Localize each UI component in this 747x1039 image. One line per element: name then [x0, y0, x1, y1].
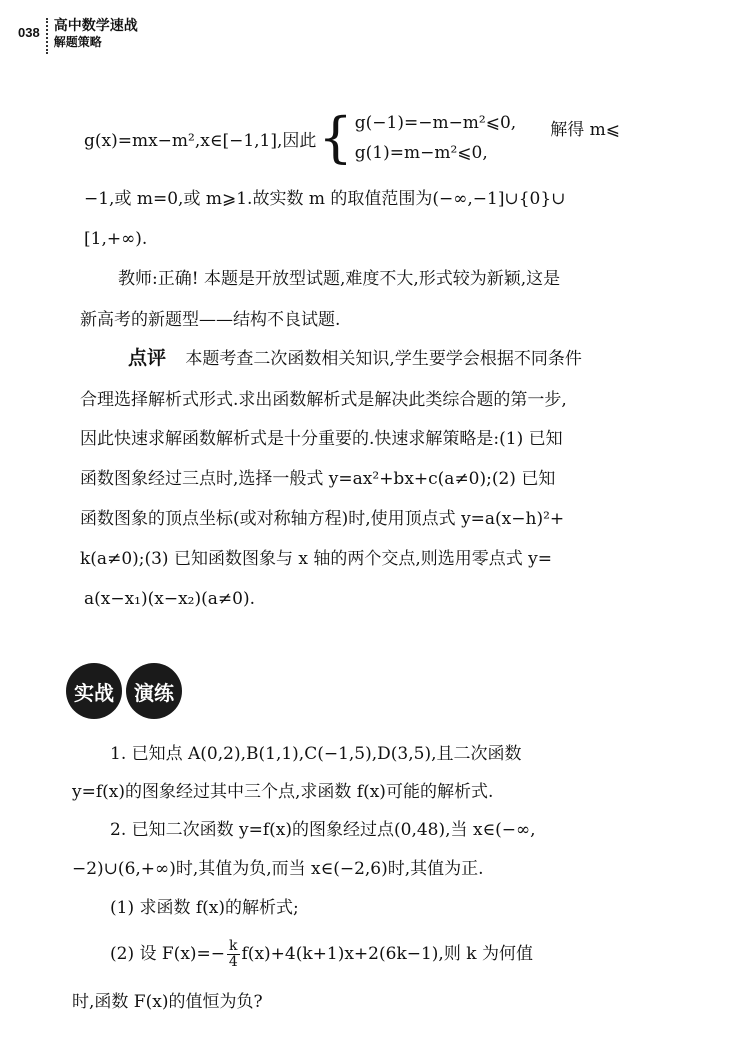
system-eq-1: g(−1)=−m−m²⩽0, — [354, 113, 517, 133]
left-brace-icon: { — [318, 106, 353, 169]
problem-2-question-2 — [110, 937, 533, 971]
series-title: 高中数学速战 — [53, 17, 138, 33]
comment-text-1: 本题考查二次函数相关知识,学生要学会根据不同条件 — [185, 349, 582, 369]
solution-line-3: [1,+∞). — [84, 229, 148, 249]
comment-line-5: 函数图象的顶点坐标(或对称轴方程)时,使用顶点式 y=a(x−h)²+ — [80, 509, 565, 529]
header-titles — [54, 16, 138, 50]
practice-badge — [66, 663, 186, 719]
solution-line-2: −1,或 m=0,或 m⩾1.故实数 m 的取值范围为(−∞,−1]∪{0}∪ — [84, 189, 566, 209]
page-header — [18, 16, 138, 54]
system-lead: g(x)=mx−m²,x∈[−1,1],因此 — [84, 130, 317, 151]
system-eq-2: g(1)=m−m²⩽0, — [354, 143, 488, 163]
comment-line-6: k(a≠0);(3) 已知函数图象与 x 轴的两个交点,则选用零点式 y= — [80, 549, 553, 569]
badge-practice-2: 演练 — [126, 663, 182, 719]
teacher-line-1: 教师:正确! 本题是开放型试题,难度不大,形式较为新颖,这是 — [118, 269, 561, 289]
problem-1-line-1: 1. 已知点 A(0,2),B(1,1),C(−1,5),D(3,5),且二次函数 — [110, 744, 522, 764]
q2-prefix: (2) 设 F(x)=− — [110, 944, 226, 964]
problem-2-line-2: −2)∪(6,+∞)时,其值为负,而当 x∈(−2,6)时,其值为正. — [72, 859, 484, 879]
page-number: 038 — [18, 25, 40, 40]
equation-system — [355, 108, 516, 168]
problem-2-question-1: (1) 求函数 f(x)的解析式; — [110, 898, 299, 918]
problem-2-question-2-line-2: 时,函数 F(x)的值恒为负? — [72, 992, 263, 1012]
system-tail: 解得 m⩽ — [550, 119, 620, 140]
comment-line-1 — [128, 347, 582, 371]
teacher-line-2: 新高考的新题型——结构不良试题. — [80, 310, 341, 330]
fraction-denominator: 4 — [228, 954, 238, 970]
comment-label: 点评 — [128, 348, 167, 369]
q2-suffix: f(x)+4(k+1)x+2(6k−1),则 k 为何值 — [241, 944, 533, 964]
badge-practice-1: 实战 — [66, 663, 122, 719]
equation-system-row — [84, 108, 620, 168]
fraction-numerator: k — [229, 938, 238, 954]
problem-1-line-2: y=f(x)的图象经过其中三个点,求函数 f(x)可能的解析式. — [72, 782, 494, 802]
fraction-k-over-4 — [227, 939, 239, 970]
header-divider — [46, 18, 48, 54]
comment-line-7: a(x−x₁)(x−x₂)(a≠0). — [84, 589, 255, 609]
problem-2-line-1: 2. 已知二次函数 y=f(x)的图象经过点(0,48),当 x∈(−∞, — [110, 820, 536, 840]
comment-line-3: 因此快速求解函数解析式是十分重要的.快速求解策略是:(1) 已知 — [80, 429, 563, 449]
comment-line-4: 函数图象经过三点时,选择一般式 y=ax²+bx+c(a≠0);(2) 已知 — [80, 469, 556, 489]
comment-line-2: 合理选择解析式形式.求出函数解析式是解决此类综合题的第一步, — [80, 390, 567, 410]
book-subtitle: 解题策略 — [53, 35, 102, 49]
